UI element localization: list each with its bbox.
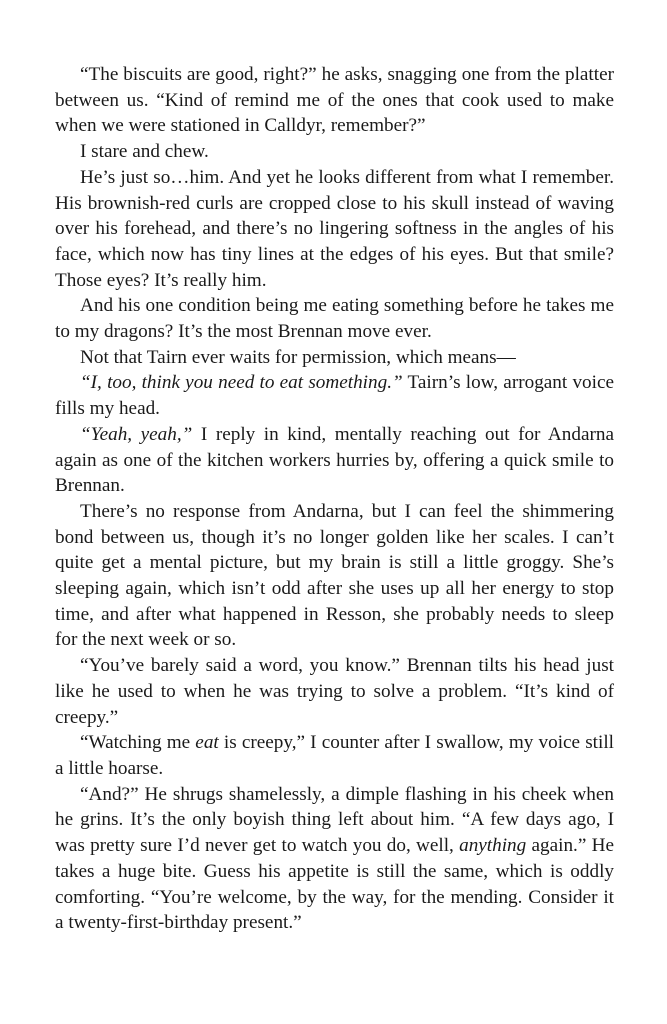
paragraph-6 [55,370,614,421]
italic-emphasis: anything [459,835,527,857]
paragraph-11 [55,782,614,936]
text-segment: is creepy,” I counter after I swallow, my voice still a little hoarse. [55,732,614,779]
italic-emphasis: eat [195,732,219,754]
text-segment: I reply in kind, mentally reaching out for Andarna again as one of the kitchen workers hurries by, offering a quick smile to Brennan. [55,423,614,497]
text-segment: I stare and chew. [80,141,209,163]
text-segment: “You’ve barely said a word, you know.” Brennan tilts his head just like he used to when he was trying to solve a problem. “It’s kind of creepy.” [55,655,614,728]
paragraph-1 [55,62,614,139]
text-segment: There’s no response from Andarna, but I can feel the shimmering bond between us, though it’s no longer golden like her scales. I can’t quite get a mental picture, but my brain is still a little groggy. She’s sleeping again, which isn’t odd after she uses up all her energy to stop time, and after what happened in Resson, she probably needs to sleep for the next week or so. [55,500,614,651]
italic-thought: “I, too, think you need to eat something.” [80,372,403,394]
text-segment: “Watching me [80,732,196,754]
text-segment: Not that Tairn ever waits for permission, which means— [80,346,516,368]
paragraph-2 [55,139,614,165]
paragraph-4 [55,293,614,344]
text-segment: Tairn’s low, arrogant voice fills my head. [55,372,614,420]
book-page [55,62,614,936]
text-segment: “The biscuits are good, right?” he asks, snagging one from the platter between us. “Kind of remind me of the ones that cook used to make when we were stationed in Calldyr, remember?” [55,64,614,137]
text-segment: again.” He takes a huge bite. Guess his appetite is still the same, which is oddly comforting. “You’re welcome, by the way, for the mending. Consider it a twenty-first-birthday present.” [55,835,614,934]
text-segment: He’s just so…him. And yet he looks different from what I remember. His brownish-red curls are cropped close to his skull instead of waving over his forehead, and there’s no lingering softness in the angles of his face, which now has tiny lines at the edges of his eyes. But that smile? Those eyes? It’s really him. [55,166,614,291]
paragraph-8 [55,499,614,653]
paragraph-3 [55,165,614,294]
paragraph-5 [55,345,614,371]
paragraph-7 [55,422,614,499]
paragraph-10 [55,730,614,781]
paragraph-9 [55,653,614,730]
text-segment: And his one condition being me eating something before he takes me to my dragons? It’s the most Brennan move ever. [55,295,614,343]
italic-thought: “Yeah, yeah,” [80,423,193,445]
text-segment: “And?” He shrugs shamelessly, a dimple flashing in his cheek when he grins. It’s the only boyish thing left about him. “A few days ago, I was pretty sure I’d never get to watch you do, well, [55,783,614,857]
